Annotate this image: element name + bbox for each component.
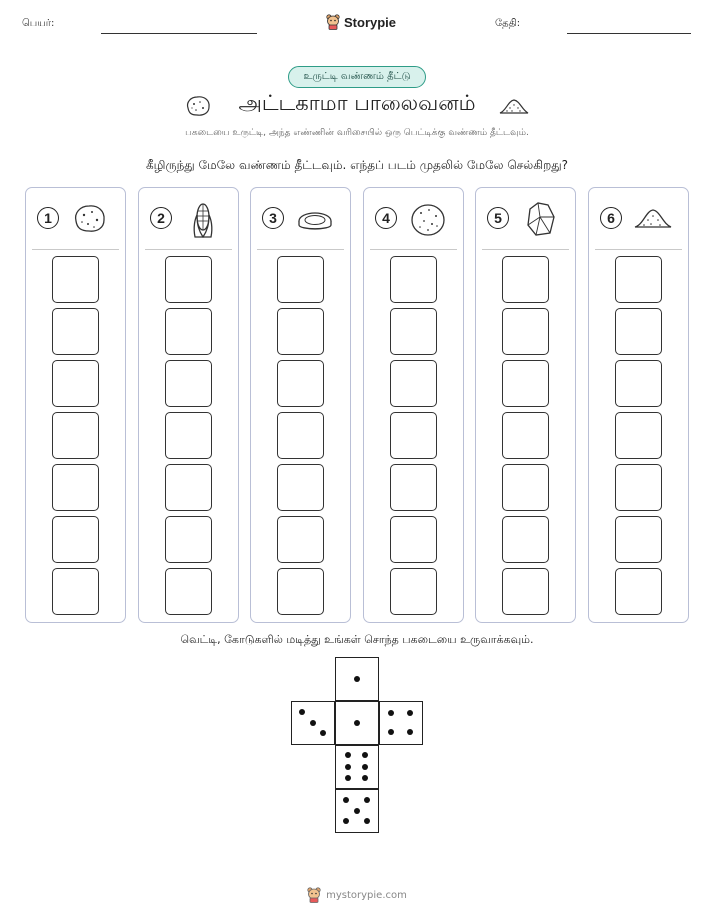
column-4 (363, 187, 464, 623)
instruction: கீழிருந்து மேலே வண்ணம் தீட்டவும். எந்தப் படம் முதலில் மேலே செல்கிறது? (145, 158, 569, 172)
column-divider (257, 249, 344, 250)
column-divider (32, 249, 119, 250)
column-number: 5 (487, 207, 509, 229)
color-box[interactable] (615, 568, 662, 615)
color-box[interactable] (165, 360, 212, 407)
dice-face-3 (291, 701, 335, 745)
color-box[interactable] (165, 308, 212, 355)
color-box[interactable] (502, 308, 549, 355)
color-box[interactable] (277, 256, 324, 303)
color-box[interactable] (52, 516, 99, 563)
color-box[interactable] (165, 568, 212, 615)
dice-pip (407, 710, 413, 716)
dice-pip (407, 729, 413, 735)
column-number: 4 (375, 207, 397, 229)
logo-text: Storypie (344, 14, 397, 30)
dice-face-6 (335, 745, 379, 789)
dice-pip (362, 752, 368, 758)
dice-face-4 (379, 701, 423, 745)
column-divider (145, 249, 232, 250)
color-box[interactable] (165, 256, 212, 303)
color-box[interactable] (390, 412, 437, 459)
dice-pip (354, 720, 360, 726)
color-box[interactable] (390, 464, 437, 511)
name-label: பெயர்: (22, 18, 55, 29)
column-divider (595, 249, 682, 250)
column-number: 1 (37, 207, 59, 229)
footer-url: mystorypie.com (326, 889, 407, 901)
color-box[interactable] (502, 464, 549, 511)
color-box[interactable] (52, 568, 99, 615)
dice-face-1 (335, 657, 379, 701)
color-box[interactable] (390, 308, 437, 355)
color-box[interactable] (615, 308, 662, 355)
color-box[interactable] (165, 464, 212, 511)
dice-pip (310, 720, 316, 726)
color-box[interactable] (277, 412, 324, 459)
column-divider (370, 249, 457, 250)
sand-pile-icon (633, 199, 673, 239)
color-box[interactable] (502, 516, 549, 563)
column-number: 6 (600, 207, 622, 229)
color-box[interactable] (277, 464, 324, 511)
dice-pip (364, 818, 370, 824)
dice-pip (299, 709, 305, 715)
column-5 (475, 187, 576, 623)
color-box[interactable] (615, 412, 662, 459)
color-box[interactable] (52, 360, 99, 407)
color-box[interactable] (502, 412, 549, 459)
color-box[interactable] (390, 256, 437, 303)
dice-pip (362, 764, 368, 770)
column-3 (250, 187, 351, 623)
dice-pip (320, 730, 326, 736)
color-box[interactable] (165, 516, 212, 563)
color-box[interactable] (52, 308, 99, 355)
color-box[interactable] (390, 568, 437, 615)
color-box[interactable] (390, 360, 437, 407)
color-box[interactable] (615, 464, 662, 511)
color-box[interactable] (277, 308, 324, 355)
corn-icon (183, 199, 223, 239)
subtitle: பகடையை உருட்டி, அந்த எண்ணின் வரிசையில் ஒரு பெட்டிக்கு வண்ணம் தீட்டவும். (185, 128, 529, 138)
column-divider (482, 249, 569, 250)
rock-icon (70, 199, 110, 239)
color-box[interactable] (390, 516, 437, 563)
color-box[interactable] (277, 568, 324, 615)
name-line (101, 33, 257, 34)
dice-pip (345, 775, 351, 781)
date-label: தேதி: (495, 18, 521, 29)
coin-icon (295, 199, 335, 239)
bear-logo-icon (307, 887, 321, 903)
color-box[interactable] (502, 360, 549, 407)
potato-icon (408, 199, 448, 239)
dice-pip (343, 818, 349, 824)
footer (0, 887, 714, 903)
color-box[interactable] (615, 256, 662, 303)
dice-pip (388, 729, 394, 735)
activity-badge: உருட்டி வண்ணம் தீட்டு (288, 66, 426, 88)
color-box[interactable] (615, 516, 662, 563)
dice-pip (364, 797, 370, 803)
dice-face-5 (335, 789, 379, 833)
color-box[interactable] (502, 568, 549, 615)
color-box[interactable] (52, 256, 99, 303)
color-box[interactable] (52, 412, 99, 459)
column-1 (25, 187, 126, 623)
dice-face-1 (335, 701, 379, 745)
color-box[interactable] (277, 516, 324, 563)
dice-pip (354, 808, 360, 814)
page-title: அட்டகாமா பாலைவனம் (238, 91, 476, 115)
sand-pile-icon (498, 96, 530, 116)
color-box[interactable] (615, 360, 662, 407)
column-2 (138, 187, 239, 623)
storypie-logo (326, 14, 396, 30)
dice-pip (362, 775, 368, 781)
bear-logo-icon (326, 14, 340, 30)
column-number: 3 (262, 207, 284, 229)
color-box[interactable] (277, 360, 324, 407)
dice-pip (343, 797, 349, 803)
dice-pip (345, 764, 351, 770)
dice-pip (345, 752, 351, 758)
cut-instruction: வெட்டி, கோடுகளில் மடித்து உங்கள் சொந்த பகடையை உருவாக்கவும். (180, 633, 534, 646)
column-number: 2 (150, 207, 172, 229)
crystal-icon (520, 199, 560, 239)
dice-pip (354, 676, 360, 682)
color-box[interactable] (165, 412, 212, 459)
column-6 (588, 187, 689, 623)
dice-pip (388, 710, 394, 716)
color-box[interactable] (52, 464, 99, 511)
date-line (567, 33, 691, 34)
color-box[interactable] (502, 256, 549, 303)
